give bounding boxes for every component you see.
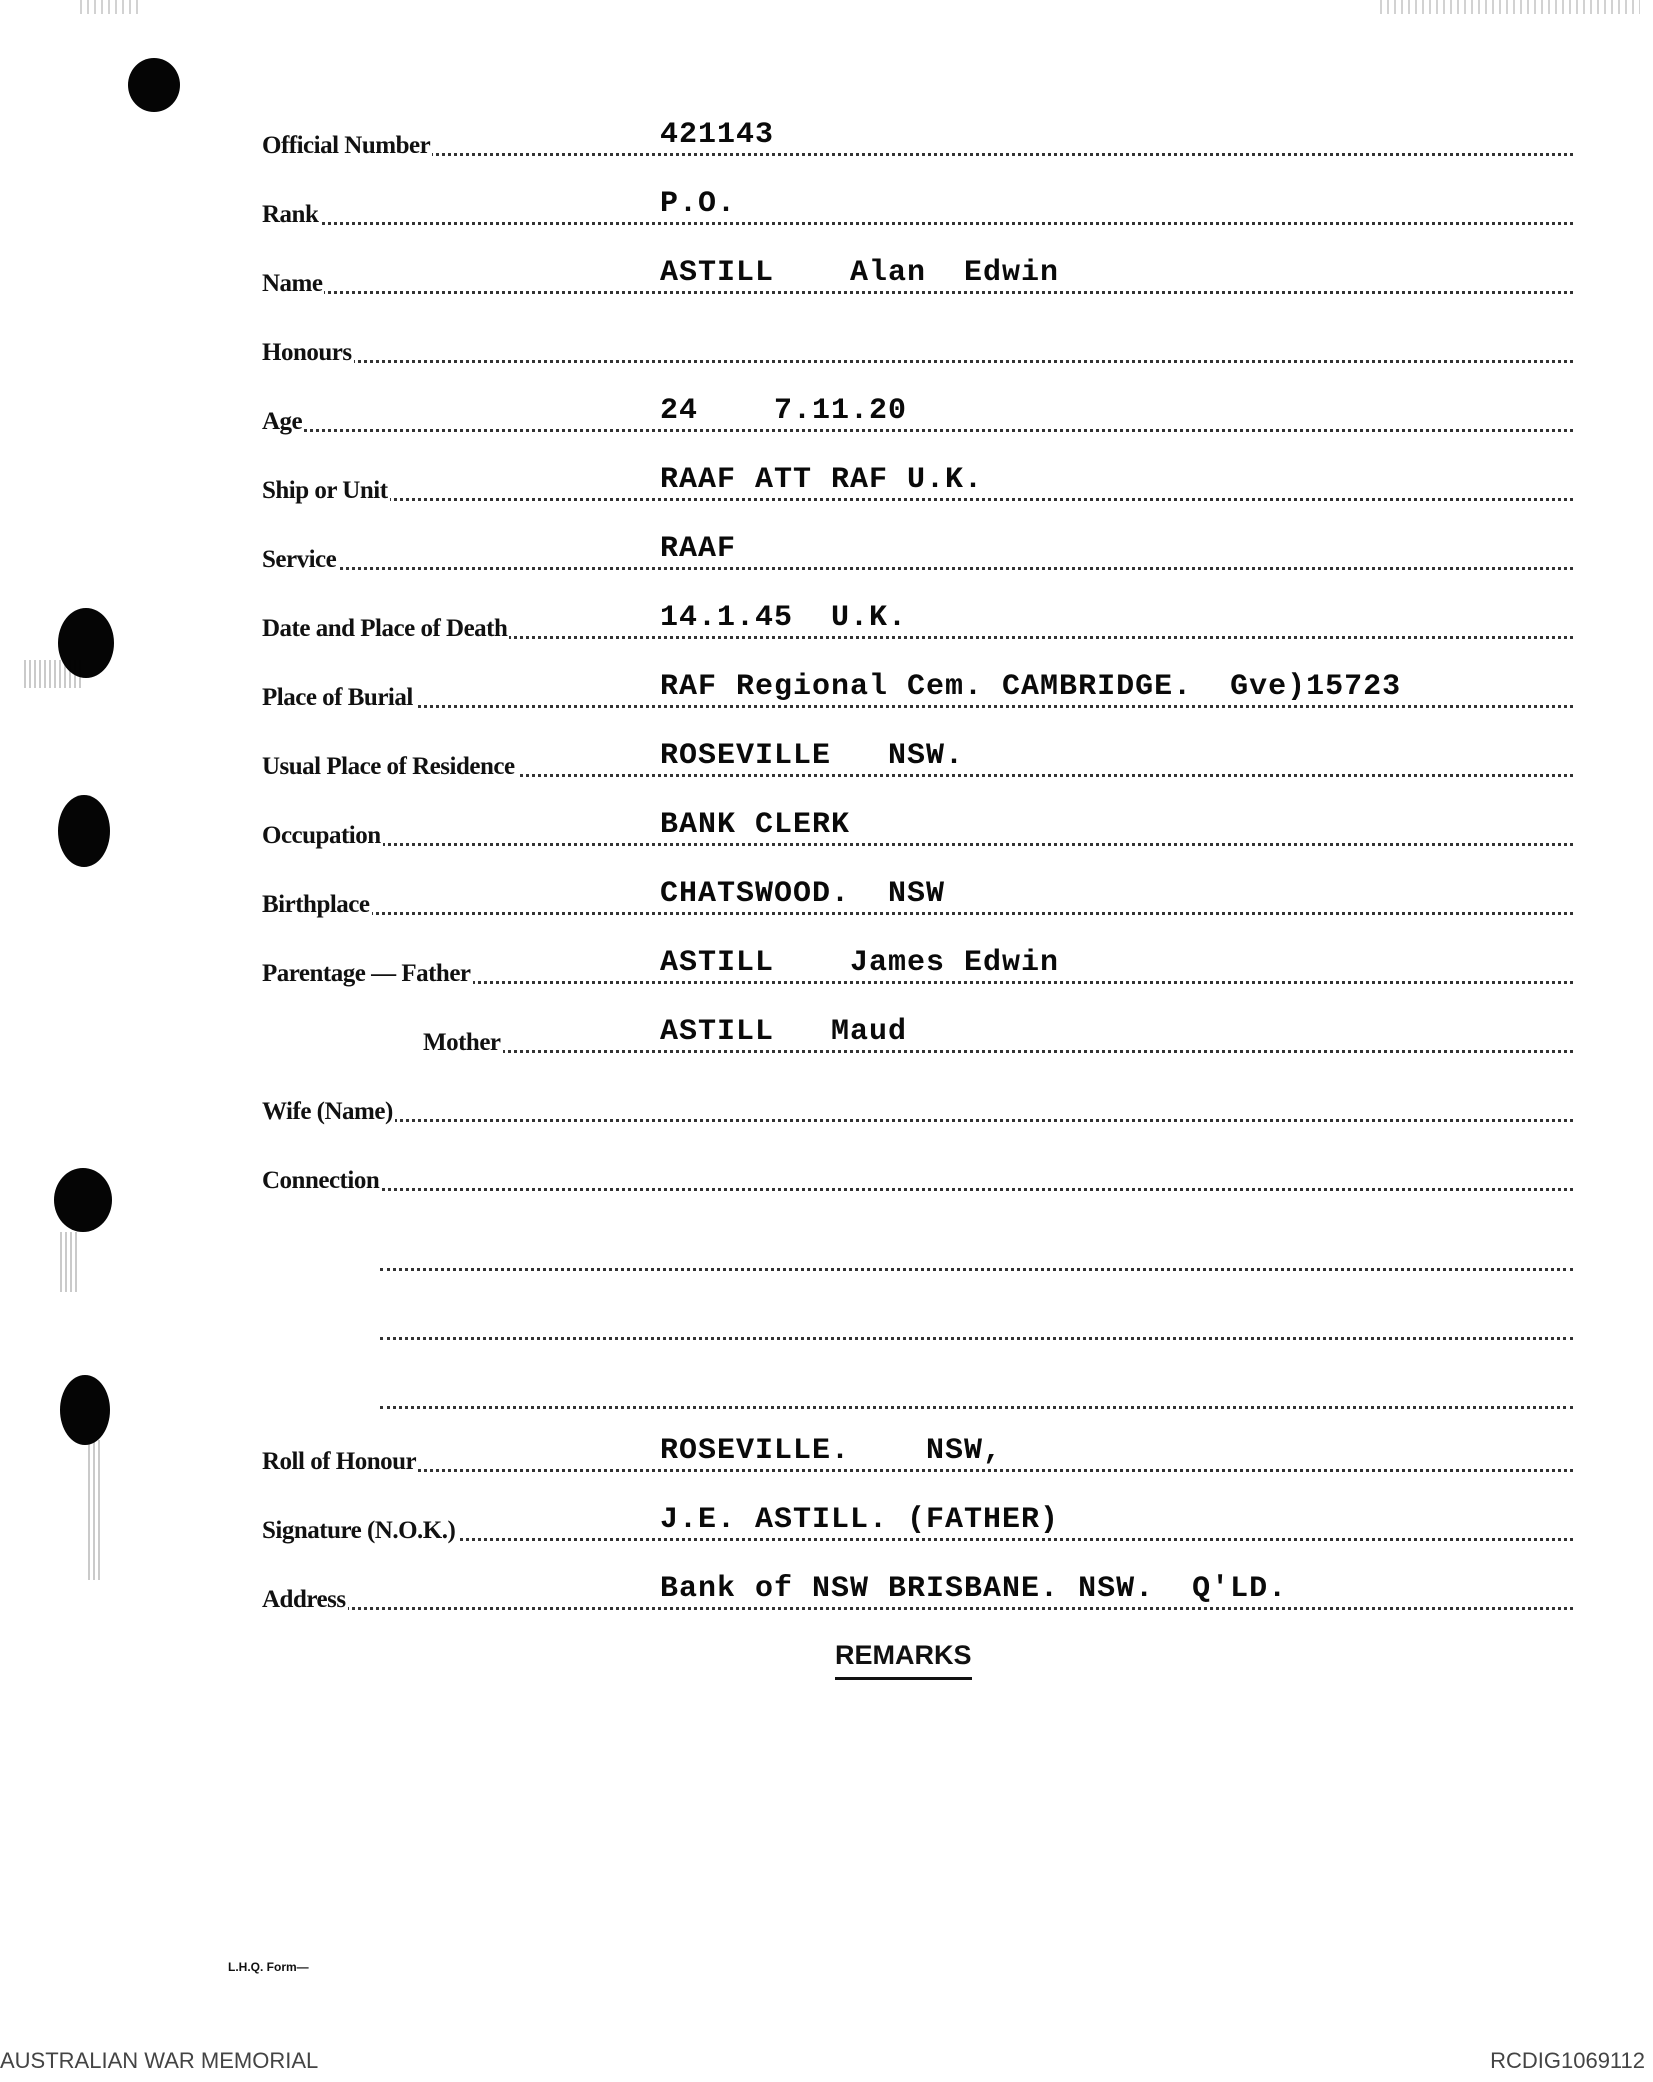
- field-value: CHATSWOOD. NSW: [660, 877, 946, 911]
- field-label: Date and Place of Death: [262, 615, 508, 642]
- dotted-line: [262, 912, 1573, 915]
- scan-smudge: [88, 1440, 102, 1580]
- field-value: BANK CLERK: [660, 808, 851, 842]
- field-address: [262, 1572, 1573, 1616]
- field-label: Name: [262, 270, 323, 297]
- dotted-line: [262, 1607, 1573, 1610]
- dotted-line: [262, 153, 1573, 156]
- punch-hole: [128, 58, 180, 112]
- field-occupation: [262, 808, 1573, 852]
- punch-hole: [58, 795, 110, 867]
- field-birthplace: [262, 877, 1573, 921]
- dotted-line: [262, 429, 1573, 432]
- field-wife-name: [262, 1088, 1573, 1128]
- field-value: J.E. ASTILL. (FATHER): [660, 1503, 1060, 1537]
- remarks-heading: REMARKS: [835, 1640, 972, 1680]
- dotted-line: [262, 1538, 1573, 1541]
- footer-institution: AUSTRALIAN WAR MEMORIAL: [0, 2048, 319, 2073]
- field-usual-residence: [262, 739, 1573, 783]
- dotted-line: [262, 567, 1573, 570]
- field-label: Address: [262, 1586, 346, 1613]
- blank-dotted-line: [380, 1396, 1573, 1409]
- field-value: ASTILL Alan Edwin: [660, 256, 1060, 290]
- field-value: Bank of NSW BRISBANE. NSW. Q'LD.: [660, 1572, 1288, 1606]
- field-label: Mother: [423, 1029, 501, 1056]
- field-honours: [262, 329, 1573, 369]
- field-value: 14.1.45 U.K.: [660, 601, 908, 635]
- field-label: Ship or Unit: [262, 477, 388, 504]
- dotted-line: [262, 360, 1573, 363]
- field-value: RAAF ATT RAF U.K.: [660, 463, 984, 497]
- field-name: [262, 256, 1573, 300]
- field-value: RAAF: [660, 532, 737, 566]
- field-label: Rank: [262, 201, 319, 228]
- scan-noise: [1380, 0, 1640, 14]
- punch-hole: [60, 1375, 110, 1445]
- field-value: P.O.: [660, 187, 737, 221]
- field-label: Wife (Name): [262, 1098, 393, 1125]
- field-value: ASTILL Maud: [660, 1015, 908, 1049]
- field-rank: [262, 187, 1573, 231]
- field-place-of-burial: [262, 670, 1573, 714]
- field-value: ROSEVILLE. NSW,: [660, 1434, 1003, 1468]
- field-label: Roll of Honour: [262, 1448, 417, 1475]
- dotted-line: [423, 1050, 1573, 1053]
- field-label: Signature (N.O.K.): [262, 1517, 456, 1544]
- field-value: ROSEVILLE NSW.: [660, 739, 965, 773]
- scan-smudge: [60, 1232, 78, 1292]
- field-label: Age: [262, 408, 303, 435]
- field-value: RAF Regional Cem. CAMBRIDGE. Gve)15723: [660, 670, 1402, 704]
- field-connection: [262, 1157, 1573, 1197]
- dotted-line: [262, 705, 1573, 708]
- dotted-line: [262, 1119, 1573, 1122]
- field-value: 24 7.11.20: [660, 394, 908, 428]
- footer-record-id: RCDIG1069112: [1490, 2048, 1645, 2073]
- field-service: [262, 532, 1573, 576]
- dotted-line: [262, 1469, 1573, 1472]
- blank-dotted-line: [380, 1327, 1573, 1340]
- field-parentage-mother: [423, 1015, 1573, 1059]
- field-roll-of-honour: [262, 1434, 1573, 1478]
- dotted-line: [262, 291, 1573, 294]
- dotted-line: [262, 222, 1573, 225]
- dotted-line: [262, 498, 1573, 501]
- field-label: Birthplace: [262, 891, 370, 918]
- field-label: Honours: [262, 339, 352, 366]
- field-age: [262, 394, 1573, 438]
- field-label: Usual Place of Residence: [262, 753, 515, 780]
- field-parentage-father: [262, 946, 1573, 990]
- field-label: Place of Burial: [262, 684, 413, 711]
- field-signature-nok: [262, 1503, 1573, 1547]
- field-label: Connection: [262, 1167, 380, 1194]
- field-value: 421143: [660, 118, 775, 152]
- field-label: Parentage — Father: [262, 960, 471, 987]
- form-code: L.H.Q. Form—: [228, 1960, 309, 1974]
- scan-noise: [80, 0, 140, 14]
- scan-smudge: [24, 660, 84, 688]
- field-value: ASTILL James Edwin: [660, 946, 1060, 980]
- field-ship-or-unit: [262, 463, 1573, 507]
- field-label: Official Number: [262, 132, 431, 159]
- field-date-place-of-death: [262, 601, 1573, 645]
- punch-hole: [54, 1168, 112, 1232]
- blank-dotted-line: [380, 1258, 1573, 1271]
- dotted-line: [262, 1188, 1573, 1191]
- field-official-number: [262, 118, 1573, 162]
- field-label: Service: [262, 546, 337, 573]
- field-label: Occupation: [262, 822, 381, 849]
- dotted-line: [262, 843, 1573, 846]
